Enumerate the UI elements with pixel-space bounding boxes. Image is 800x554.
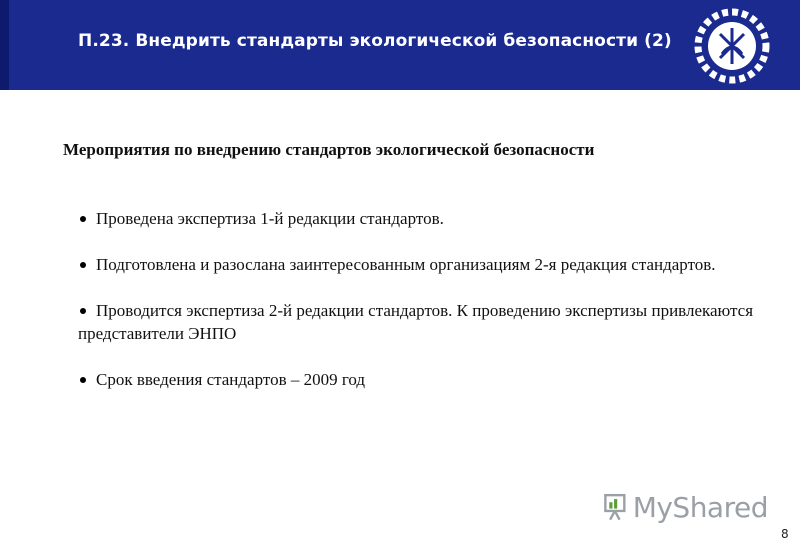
bullet-item bbox=[78, 368, 768, 391]
bullet-dot-icon bbox=[80, 377, 86, 383]
bullet-text: Подготовлена и разослана заинтересованным организациям 2-я редакция стандартов. bbox=[96, 255, 716, 274]
bullet-text: Проводится экспертиза 2-й редакции стандартов. К проведению экспертизы привлекаются представители ЭНПО bbox=[78, 301, 754, 343]
bullet-list bbox=[78, 207, 768, 414]
slide-title: П.23. Внедрить стандарты экологической безопасности (2) bbox=[78, 31, 672, 51]
header-accent-stripe bbox=[0, 0, 9, 90]
section-heading: Мероприятия по внедрению стандартов экологической безопасности bbox=[63, 140, 595, 159]
bullet-text: Срок введения стандартов – 2009 год bbox=[96, 370, 366, 389]
bullet-item bbox=[78, 299, 768, 345]
watermark[interactable] bbox=[603, 487, 768, 527]
bullet-dot-icon bbox=[80, 216, 86, 222]
presentation-board-icon bbox=[603, 489, 627, 525]
watermark-text: MyShared bbox=[632, 490, 768, 524]
page-number: 8 bbox=[781, 527, 789, 541]
bullet-dot-icon bbox=[80, 262, 86, 268]
company-logo-icon bbox=[692, 6, 772, 86]
bullet-text: Проведена экспертиза 1-й редакции стандартов. bbox=[96, 209, 444, 228]
bullet-item bbox=[78, 207, 768, 230]
bullet-dot-icon bbox=[80, 308, 86, 314]
bullet-item bbox=[78, 253, 768, 276]
header-bar bbox=[0, 0, 800, 90]
